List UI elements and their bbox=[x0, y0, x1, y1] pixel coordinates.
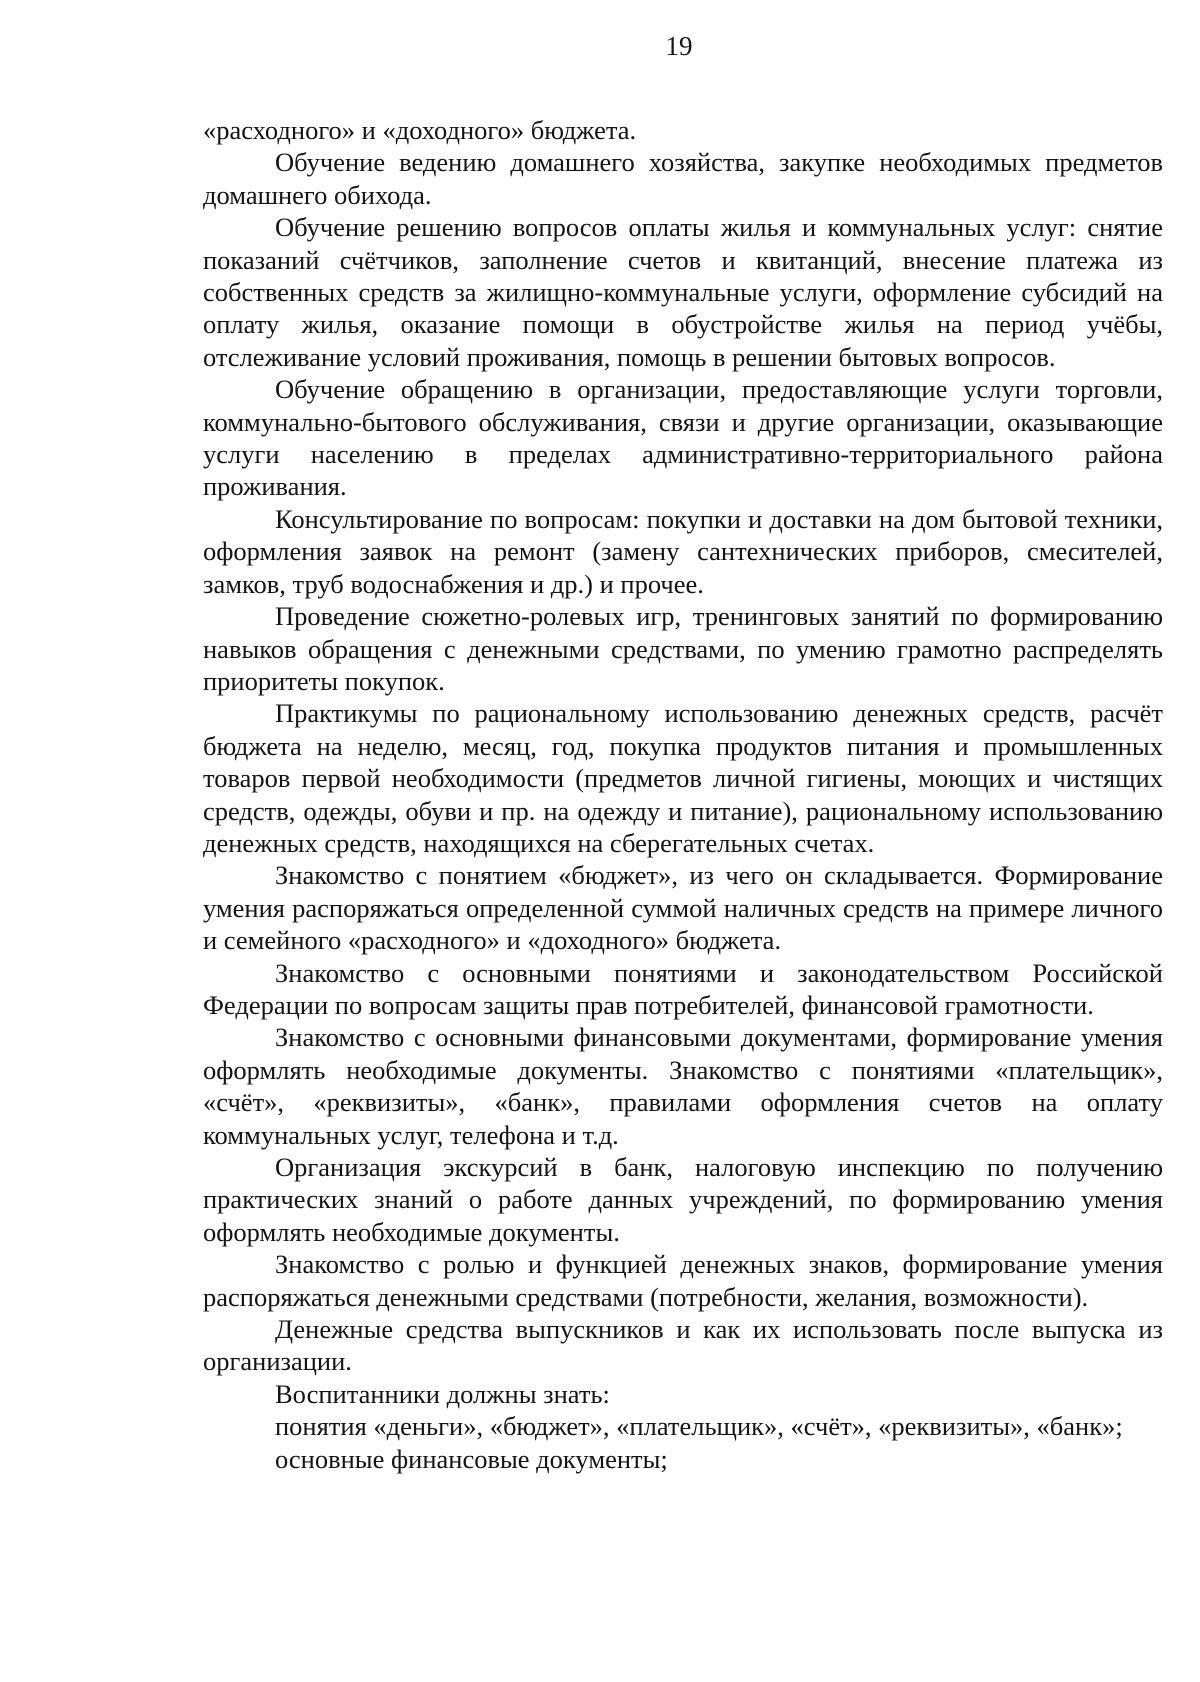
paragraph: Организация экскурсий в банк, налоговую инспекцию по получению практических знаний о работе данных учреждений, по формированию умения оформлять необходимые документы. bbox=[203, 1152, 1163, 1247]
paragraph: Денежные средства выпускников и как их использовать после выпуска из организации. bbox=[203, 1314, 1163, 1377]
list-item: понятия «деньги», «бюджет», «плательщик», «счёт», «реквизиты», «банк»; bbox=[275, 1411, 1123, 1442]
paragraph: Знакомство с понятием «бюджет», из чего он складывается. Формирование умения распоряжаться определенной суммой наличных средств на примере личного и семейного «расходного» и «доходного» бюджета. bbox=[203, 860, 1163, 956]
paragraph: Обучение решению вопросов оплаты жилья и коммунальных услуг: снятие показаний счётчиков, заполнение счетов и квитанций, внесение платежа из собственных средств за жилищно-коммунальные услуги, оформление субсидий на оплату жилья, оказание помощи в обустройстве жилья на период учёбы, отслеживание условий проживания, помощь в решении бытовых вопросов. bbox=[203, 212, 1163, 372]
paragraph: Воспитанники должны знать: bbox=[275, 1378, 610, 1409]
list-item: основные финансовые документы; bbox=[275, 1443, 668, 1474]
paragraph: Практикумы по рациональному использованию денежных средств, расчёт бюджета на неделю, месяц, год, покупка продуктов питания и промышленных товаров первой необходимости (предметов личной гигиены, моющих и чистящих средств, одежды, обуви и пр. на одежду и питание), рациональному использованию денежных средств, находящихся на сберегательных счетах. bbox=[203, 698, 1163, 858]
paragraph: Знакомство с основными финансовыми документами, формирование умения оформлять необходимые документы. Знакомство с понятиями «плательщик», «счёт», «реквизиты», «банк», правилами оформления счетов на оплату коммунальных услуг, телефона и т.д. bbox=[203, 1022, 1163, 1150]
paragraph: Знакомство с основными понятиями и законодательством Российской Федерации по вопросам защиты прав потребителей, финансовой грамотности. bbox=[203, 957, 1163, 1020]
paragraph: Обучение обращению в организации, предоставляющие услуги торговли, коммунально-бытового обслуживания, связи и другие организации, оказывающие услуги населению в пределах административно-территориального района проживания. bbox=[203, 374, 1163, 502]
paragraph: Обучение ведению домашнего хозяйства, закупке необходимых предметов домашнего обихода. bbox=[203, 147, 1163, 210]
page-number: 19 bbox=[665, 31, 693, 61]
paragraph: Знакомство с ролью и функцией денежных знаков, формирование умения распоряжаться денежными средствами (потребности, желания, возможности). bbox=[203, 1249, 1163, 1312]
document-body bbox=[203, 114, 1163, 1475]
paragraph: «расходного» и «доходного» бюджета. bbox=[203, 115, 637, 145]
paragraph: Проведение сюжетно-ролевых игр, тренинговых занятий по формированию навыков обращения с денежными средствами, по умению грамотно распределять приоритеты покупок. bbox=[203, 601, 1163, 696]
paragraph: Консультирование по вопросам: покупки и доставки на дом бытовой техники, оформления заявок на ремонт (замену сантехнических приборов, смесителей, замков, труб водоснабжения и др.) и прочее. bbox=[203, 503, 1163, 599]
